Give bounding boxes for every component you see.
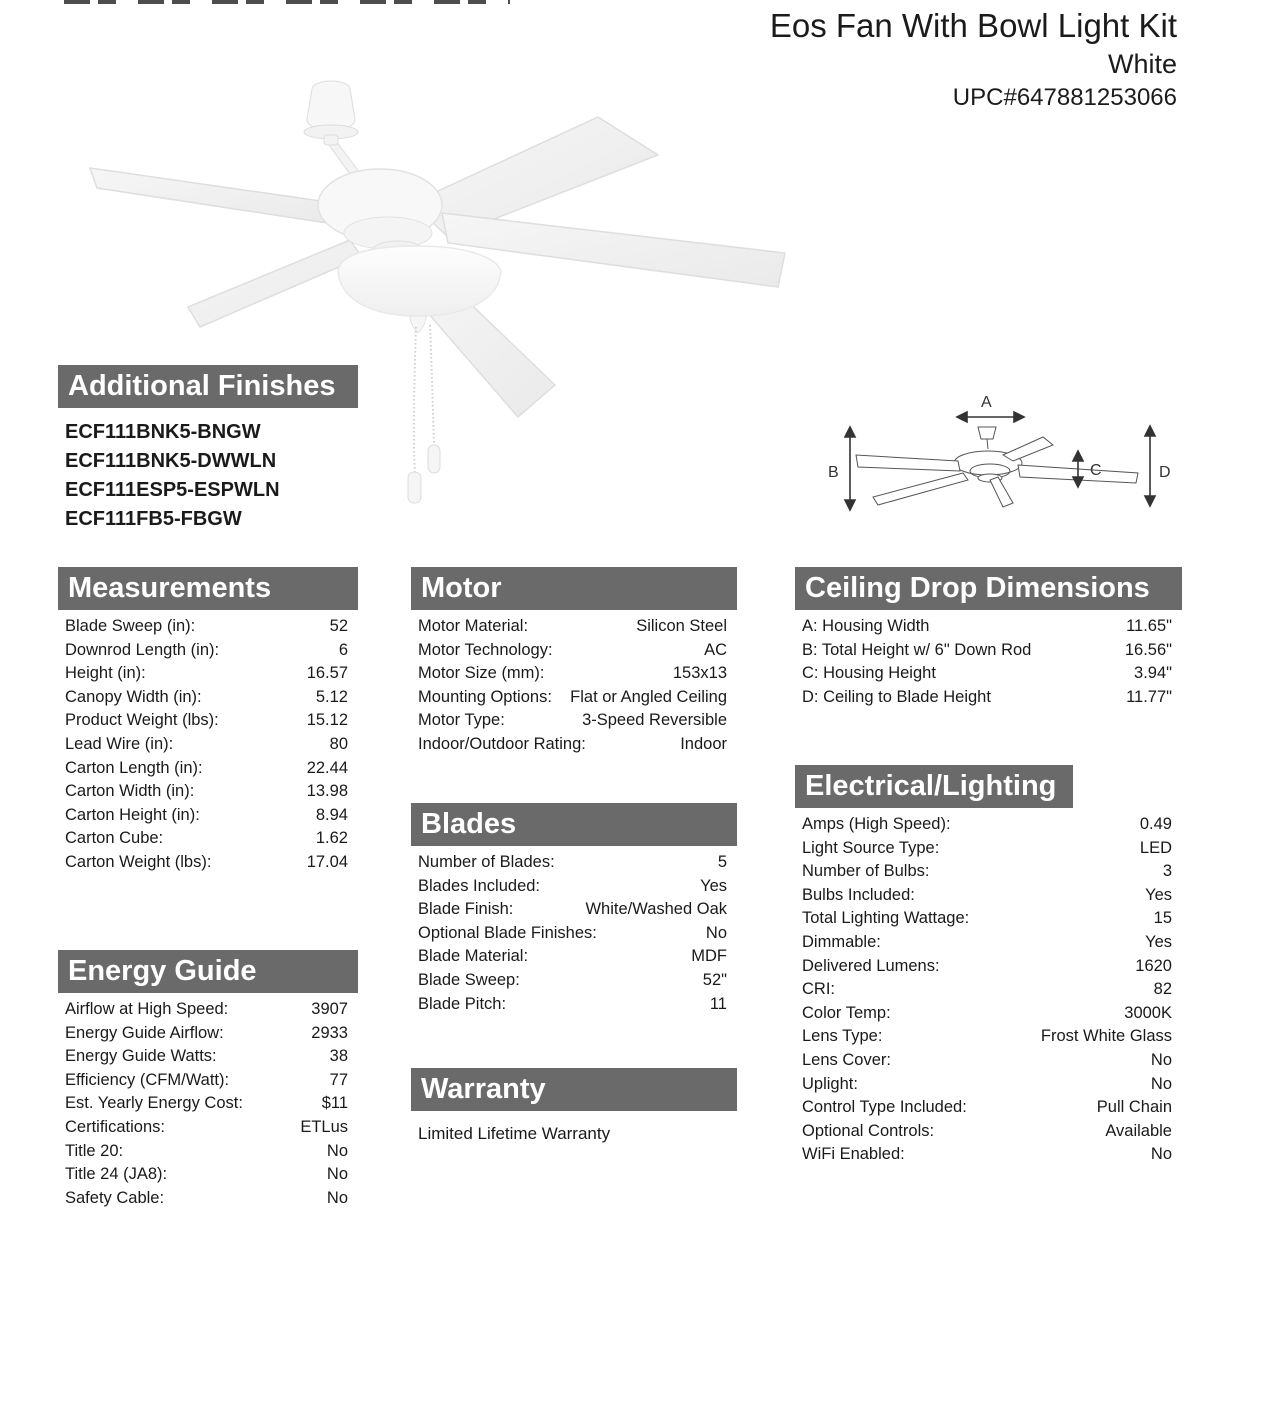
spec-value: 52" <box>702 970 727 989</box>
spec-value: Yes <box>1145 932 1172 951</box>
spec-value: Silicon Steel <box>636 617 727 635</box>
clipped-product-title <box>64 0 510 4</box>
spec-value: Flat or Angled Ceiling <box>570 687 727 706</box>
spec-value: 3-Speed Reversible <box>582 711 727 730</box>
spec-row <box>65 615 348 639</box>
spec-label: A: Housing Width <box>802 617 930 635</box>
spec-row <box>65 757 348 781</box>
spec-label: Number of Bulbs: <box>802 862 930 881</box>
spec-row <box>65 662 348 686</box>
spec-value: 82 <box>1153 980 1172 999</box>
pull-chain-pendant <box>408 472 421 503</box>
diagram-label-c: C <box>1090 462 1102 479</box>
spec-label: Energy Guide Watts: <box>65 1047 217 1066</box>
section-measurements <box>58 567 358 875</box>
spec-value: 11.65" <box>1126 617 1172 635</box>
spec-row <box>802 1002 1172 1026</box>
finish-code-list <box>58 408 358 534</box>
spec-value: 13.98 <box>306 782 348 801</box>
spec-row <box>802 1120 1172 1144</box>
spec-row <box>65 639 348 663</box>
spec-label: Uplight: <box>802 1074 858 1093</box>
spec-value: 16.57 <box>306 664 348 683</box>
spec-row <box>65 1163 348 1187</box>
spec-label: CRI: <box>802 980 835 999</box>
spec-value: 8.94 <box>315 805 348 824</box>
spec-row <box>65 1140 348 1164</box>
section-warranty <box>411 1068 737 1145</box>
spec-rows <box>411 610 737 757</box>
spec-label: Motor Type: <box>418 711 505 730</box>
section-blades <box>411 803 737 1016</box>
spec-label: Lens Type: <box>802 1027 883 1046</box>
spec-row <box>65 827 348 851</box>
spec-row <box>65 1069 348 1093</box>
spec-rows <box>58 610 358 875</box>
spec-label: C: Housing Height <box>802 664 936 683</box>
warranty-text: Limited Lifetime Warranty <box>418 1124 611 1143</box>
spec-label: Dimmable: <box>802 932 881 951</box>
spec-row <box>418 945 727 969</box>
spec-rows <box>58 993 358 1210</box>
spec-label: Blade Material: <box>418 947 529 966</box>
spec-row <box>802 1025 1172 1049</box>
spec-value: 16.56" <box>1124 640 1172 659</box>
spec-row <box>418 922 727 946</box>
spec-row <box>418 662 727 686</box>
spec-row <box>802 615 1172 639</box>
spec-value: Yes <box>1145 885 1172 904</box>
spec-row <box>65 1092 348 1116</box>
spec-label: Carton Weight (lbs): <box>65 852 212 871</box>
spec-label: Blade Sweep (in): <box>65 617 196 635</box>
finish-code: ECF111BNK5-DWWLN <box>65 450 277 472</box>
spec-row <box>418 851 727 875</box>
spec-value: No <box>326 1188 348 1207</box>
spec-label: Canopy Width (in): <box>65 687 202 706</box>
spec-value: 3000K <box>1124 1003 1172 1022</box>
product-upc: UPC#647881253066 <box>952 84 1177 111</box>
spec-label: Product Weight (lbs): <box>65 711 219 730</box>
spec-row <box>418 969 727 993</box>
spec-label: Delivered Lumens: <box>802 956 940 975</box>
spec-rows <box>795 610 1182 709</box>
section-header: Electrical/Lighting <box>795 765 1073 808</box>
diagram-label-a: A <box>981 394 992 411</box>
spec-value: 80 <box>329 734 348 753</box>
spec-value: No <box>1150 1074 1172 1093</box>
pull-chain-pendant <box>428 445 440 473</box>
ceiling-drop-diagram <box>818 385 1208 520</box>
spec-row <box>418 875 727 899</box>
spec-value: 22.44 <box>306 758 348 777</box>
spec-value: 77 <box>329 1070 348 1089</box>
spec-value: Available <box>1105 1121 1172 1140</box>
spec-value: ETLus <box>300 1117 348 1136</box>
spec-label: Total Lighting Wattage: <box>802 909 970 928</box>
product-finish: White <box>1107 49 1177 79</box>
spec-value: 2933 <box>311 1023 348 1042</box>
spec-value: 5.12 <box>315 687 348 706</box>
diagram-label-b: B <box>828 464 839 481</box>
spec-row <box>802 931 1172 955</box>
spec-label: Mounting Options: <box>418 687 552 706</box>
spec-label: Motor Material: <box>418 617 529 635</box>
product-title: Eos Fan With Bowl Light Kit <box>769 7 1177 44</box>
spec-label: Certifications: <box>65 1117 165 1136</box>
spec-label: Lens Cover: <box>802 1050 891 1069</box>
spec-label: D: Ceiling to Blade Height <box>802 687 991 706</box>
spec-row <box>802 860 1172 884</box>
spec-value: 153x13 <box>672 664 727 683</box>
spec-value: 3907 <box>311 1000 348 1018</box>
spec-value: 38 <box>329 1047 348 1066</box>
spec-row <box>418 686 727 710</box>
spec-row <box>65 804 348 828</box>
spec-value: $11 <box>321 1094 348 1113</box>
spec-label: Blades Included: <box>418 876 541 895</box>
spec-rows <box>411 846 737 1016</box>
spec-value: White/Washed Oak <box>585 900 727 919</box>
spec-row <box>802 955 1172 979</box>
spec-row <box>802 1143 1172 1167</box>
section-electrical-lighting <box>795 765 1182 1167</box>
spec-row <box>802 837 1172 861</box>
spec-value: LED <box>1139 838 1172 857</box>
spec-value: 0.49 <box>1139 815 1172 833</box>
spec-row <box>802 639 1172 663</box>
spec-label: Energy Guide Airflow: <box>65 1023 224 1042</box>
spec-label: Optional Controls: <box>802 1121 935 1140</box>
finish-code: ECF111BNK5-BNGW <box>65 421 261 443</box>
spec-value: AC <box>704 640 727 659</box>
spec-label: Motor Technology: <box>418 640 553 659</box>
spec-value: No <box>705 923 727 942</box>
spec-value: Frost White Glass <box>1040 1027 1172 1046</box>
spec-row <box>802 686 1172 710</box>
spec-label: Est. Yearly Energy Cost: <box>65 1094 243 1113</box>
finish-code: ECF111ESP5-ESPWLN <box>65 479 280 501</box>
spec-row <box>418 733 727 757</box>
spec-label: WiFi Enabled: <box>802 1145 905 1164</box>
section-header: Additional Finishes <box>58 365 358 408</box>
spec-label: Amps (High Speed): <box>802 815 951 833</box>
spec-value: 1620 <box>1135 956 1172 975</box>
section-header: Motor <box>411 567 737 610</box>
section-energy-guide <box>58 950 358 1210</box>
spec-row <box>65 1022 348 1046</box>
section-header: Measurements <box>58 567 358 610</box>
spec-value: Indoor <box>680 734 727 753</box>
spec-row <box>418 898 727 922</box>
spec-label: Carton Width (in): <box>65 782 195 801</box>
spec-label: Safety Cable: <box>65 1188 165 1207</box>
section-header: Ceiling Drop Dimensions <box>795 567 1182 610</box>
spec-label: Control Type Included: <box>802 1098 967 1117</box>
spec-label: Light Source Type: <box>802 838 940 857</box>
spec-label: Indoor/Outdoor Rating: <box>418 734 586 753</box>
spec-value: 3.94" <box>1134 664 1172 683</box>
section-additional-finishes <box>58 365 358 534</box>
spec-row <box>802 1073 1172 1097</box>
spec-value: 6 <box>338 640 348 659</box>
spec-label: Title 20: <box>65 1141 124 1160</box>
finish-code: ECF111FB5-FBGW <box>65 508 242 530</box>
section-ceiling-drop-dimensions <box>795 567 1182 709</box>
spec-value: 11.77" <box>1126 687 1172 706</box>
spec-value: No <box>326 1141 348 1160</box>
spec-value: 15 <box>1153 909 1172 928</box>
product-title-block <box>770 5 1177 114</box>
spec-row <box>418 639 727 663</box>
spec-row <box>802 813 1172 837</box>
spec-label: Carton Height (in): <box>65 805 200 824</box>
spec-value: MDF <box>691 947 727 966</box>
spec-row <box>418 615 727 639</box>
spec-row <box>65 709 348 733</box>
spec-row <box>65 1187 348 1211</box>
spec-row <box>65 998 348 1022</box>
spec-label: Optional Blade Finishes: <box>418 923 597 942</box>
spec-label: Blade Sweep: <box>418 970 520 989</box>
spec-label: Bulbs Included: <box>802 885 915 904</box>
spec-label: Airflow at High Speed: <box>65 1000 229 1018</box>
spec-row <box>65 851 348 875</box>
spec-row <box>802 1049 1172 1073</box>
spec-label: Lead Wire (in): <box>65 734 174 753</box>
spec-row <box>65 686 348 710</box>
section-header: Warranty <box>411 1068 737 1111</box>
spec-rows <box>795 808 1182 1167</box>
spec-row <box>802 1096 1172 1120</box>
spec-value: No <box>1150 1050 1172 1069</box>
spec-row <box>802 978 1172 1002</box>
spec-row <box>65 733 348 757</box>
section-header: Blades <box>411 803 737 846</box>
diagram-label-d: D <box>1159 464 1171 481</box>
spec-row <box>418 709 727 733</box>
section-motor <box>411 567 737 757</box>
spec-label: Color Temp: <box>802 1003 891 1022</box>
spec-value: 15.12 <box>306 711 348 730</box>
spec-row <box>65 780 348 804</box>
spec-label: Carton Length (in): <box>65 758 203 777</box>
spec-label: Number of Blades: <box>418 853 555 871</box>
spec-label: Title 24 (JA8): <box>65 1165 168 1184</box>
section-header: Energy Guide <box>58 950 358 993</box>
spec-row <box>802 907 1172 931</box>
spec-value: Yes <box>700 876 727 895</box>
spec-value: 1.62 <box>315 829 348 848</box>
spec-value: 11 <box>709 994 727 1013</box>
spec-label: B: Total Height w/ 6" Down Rod <box>802 640 1032 659</box>
spec-value: 52 <box>329 617 348 635</box>
spec-value: 5 <box>717 853 727 871</box>
spec-value: Pull Chain <box>1096 1098 1172 1117</box>
spec-label: Downrod Length (in): <box>65 640 220 659</box>
spec-row <box>65 1045 348 1069</box>
spec-label: Blade Pitch: <box>418 994 507 1013</box>
spec-label: Carton Cube: <box>65 829 164 848</box>
spec-row <box>802 884 1172 908</box>
spec-label: Blade Finish: <box>418 900 514 919</box>
spec-label: Efficiency (CFM/Watt): <box>65 1070 230 1089</box>
spec-value: No <box>326 1165 348 1184</box>
spec-label: Motor Size (mm): <box>418 664 545 683</box>
spec-value: 3 <box>1162 862 1172 881</box>
spec-value: 17.04 <box>306 852 348 871</box>
spec-value: No <box>1150 1145 1172 1164</box>
spec-row <box>418 993 727 1017</box>
spec-row <box>65 1116 348 1140</box>
spec-label: Height (in): <box>65 664 146 683</box>
spec-row <box>802 662 1172 686</box>
